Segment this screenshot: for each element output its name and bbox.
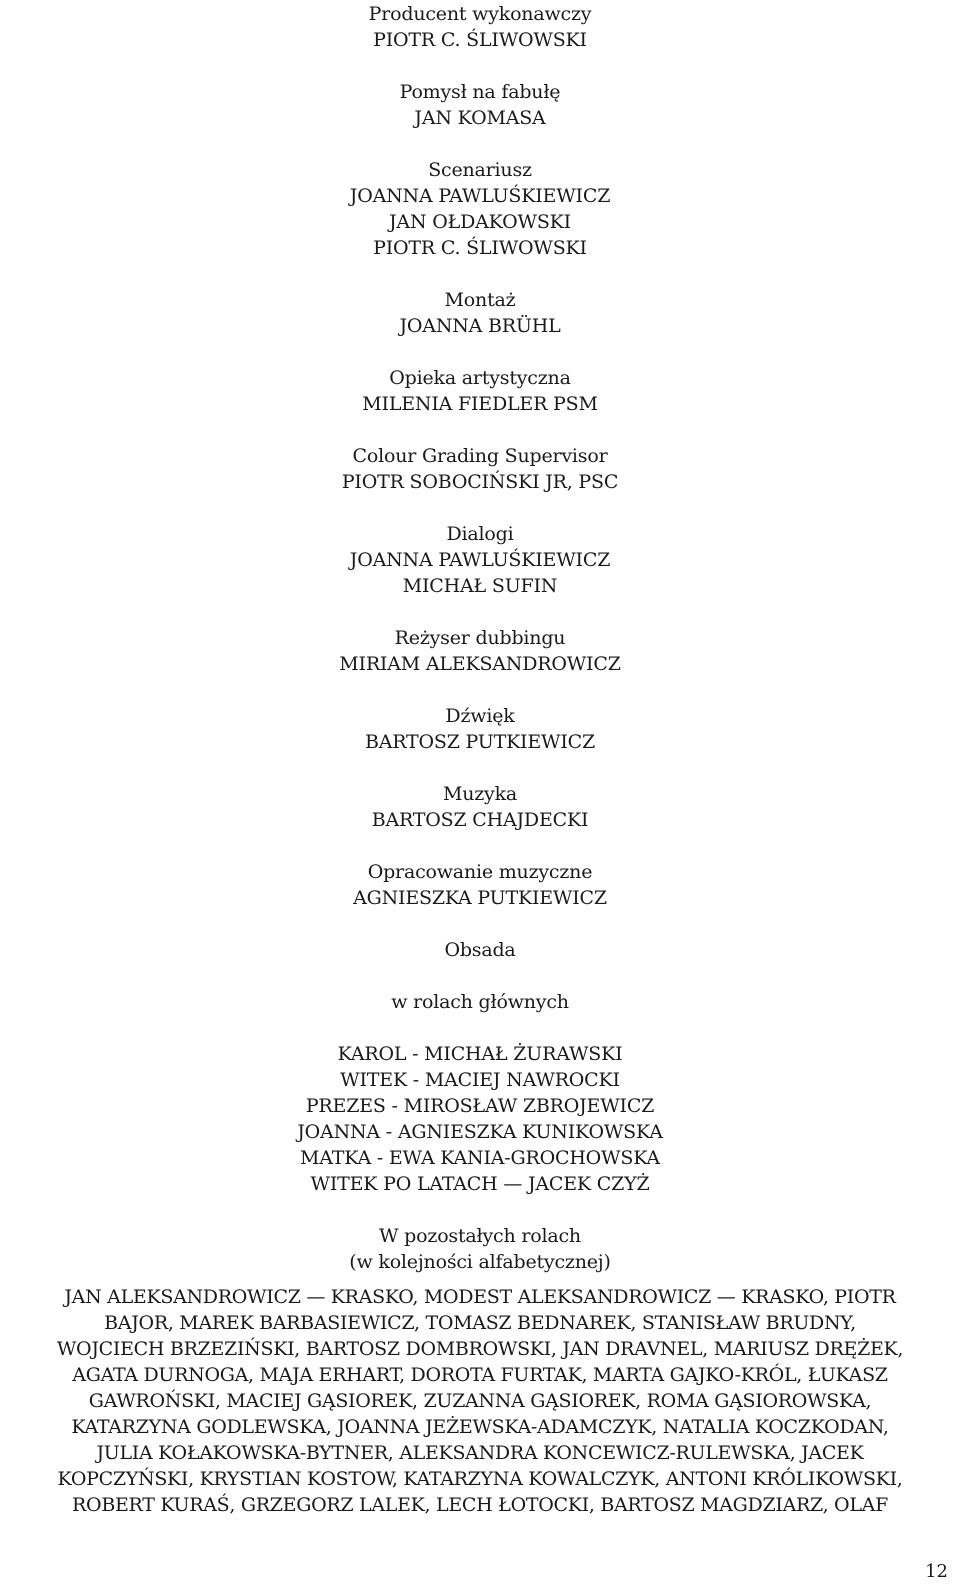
main-cast-entry: WITEK - MACIEJ NAWROCKI	[340, 1069, 620, 1091]
cast-heading: Obsada	[444, 939, 516, 961]
credit-role: Opracowanie muzyczne	[367, 861, 593, 883]
credit-role: Pomysł na fabułę	[399, 81, 561, 103]
credit-name: MIRIAM ALEKSANDROWICZ	[339, 653, 621, 675]
other-cast-line: AGATA DURNOGA, MAJA ERHART, DOROTA FURTAK, MARTA GAJKO-KRÓL, ŁUKASZ	[72, 1364, 888, 1386]
credit-name: JAN OŁDAKOWSKI	[389, 211, 571, 233]
credit-name: BARTOSZ PUTKIEWICZ	[364, 731, 596, 753]
credit-name: MILENIA FIEDLER PSM	[362, 393, 598, 415]
page-number: 12	[925, 1561, 948, 1582]
credit-name: PIOTR SOBOCIŃSKI JR, PSC	[341, 471, 619, 493]
other-cast-subheading: (w kolejności alfabetycznej)	[349, 1251, 611, 1273]
credit-name: PIOTR C. ŚLIWOWSKI	[373, 29, 587, 51]
credit-role: Opieka artystyczna	[389, 367, 571, 389]
credit-role: Scenariusz	[428, 159, 532, 181]
other-cast-line: ROBERT KURAŚ, GRZEGORZ LALEK, LECH ŁOTOCKI, BARTOSZ MAGDZIARZ, OLAF	[72, 1494, 888, 1516]
credit-name: PIOTR C. ŚLIWOWSKI	[373, 237, 587, 259]
other-cast-line: WOJCIECH BRZEZIŃSKI, BARTOSZ DOMBROWSKI, JAN DRAVNEL, MARIUSZ DRĘŻEK,	[56, 1338, 904, 1360]
main-cast-entry: KAROL - MICHAŁ ŻURAWSKI	[337, 1043, 623, 1065]
credit-role: Dialogi	[446, 523, 514, 545]
other-cast-line: JULIA KOŁAKOWSKA-BYTNER, ALEKSANDRA KONCEWICZ-RULEWSKA, JACEK	[96, 1442, 864, 1464]
main-cast-entry: JOANNA - AGNIESZKA KUNIKOWSKA	[297, 1121, 663, 1143]
main-cast-entry: PREZES - MIROSŁAW ZBROJEWICZ	[305, 1095, 655, 1117]
main-cast-entry: WITEK PO LATACH — JACEK CZYŻ	[310, 1173, 650, 1195]
credit-name: JOANNA PAWLUŚKIEWICZ	[349, 549, 611, 571]
other-cast-line: JAN ALEKSANDROWICZ — KRASKO, MODEST ALEKSANDROWICZ — KRASKO, PIOTR	[64, 1286, 896, 1308]
other-cast-line: KOPCZYŃSKI, KRYSTIAN KOSTOW, KATARZYNA KOWALCZYK, ANTONI KRÓLIKOWSKI,	[57, 1468, 903, 1490]
other-cast-heading: W pozostałych rolach	[379, 1225, 581, 1247]
credit-name: JAN KOMASA	[414, 107, 546, 129]
other-cast-line: GAWROŃSKI, MACIEJ GĄSIOREK, ZUZANNA GĄSIOREK, ROMA GĄSIOROWSKA,	[88, 1390, 872, 1412]
credit-role: Colour Grading Supervisor	[352, 445, 608, 467]
main-cast-heading: w rolach głównych	[391, 991, 569, 1013]
main-cast-entry: MATKA - EWA KANIA-GROCHOWSKA	[300, 1147, 660, 1169]
credit-role: Reżyser dubbingu	[394, 627, 566, 649]
other-cast-line: BAJOR, MAREK BARBASIEWICZ, TOMASZ BEDNAREK, STANISŁAW BRUDNY,	[104, 1312, 856, 1334]
credit-name: BARTOSZ CHAJDECKI	[371, 809, 589, 831]
other-cast-list	[0, 1284, 960, 1518]
credit-role: Muzyka	[442, 783, 518, 805]
credit-name: AGNIESZKA PUTKIEWICZ	[353, 887, 607, 909]
other-cast-line: KATARZYNA GODLEWSKA, JOANNA JEŻEWSKA-ADAMCZYK, NATALIA KOCZKODAN,	[71, 1416, 889, 1438]
credit-role: Producent wykonawczy	[368, 3, 592, 25]
credit-name: MICHAŁ SUFIN	[402, 575, 558, 597]
credit-role: Montaż	[444, 289, 516, 311]
credit-name: JOANNA BRÜHL	[399, 315, 561, 337]
credit-role: Dźwięk	[445, 705, 515, 727]
credit-name: JOANNA PAWLUŚKIEWICZ	[349, 185, 611, 207]
